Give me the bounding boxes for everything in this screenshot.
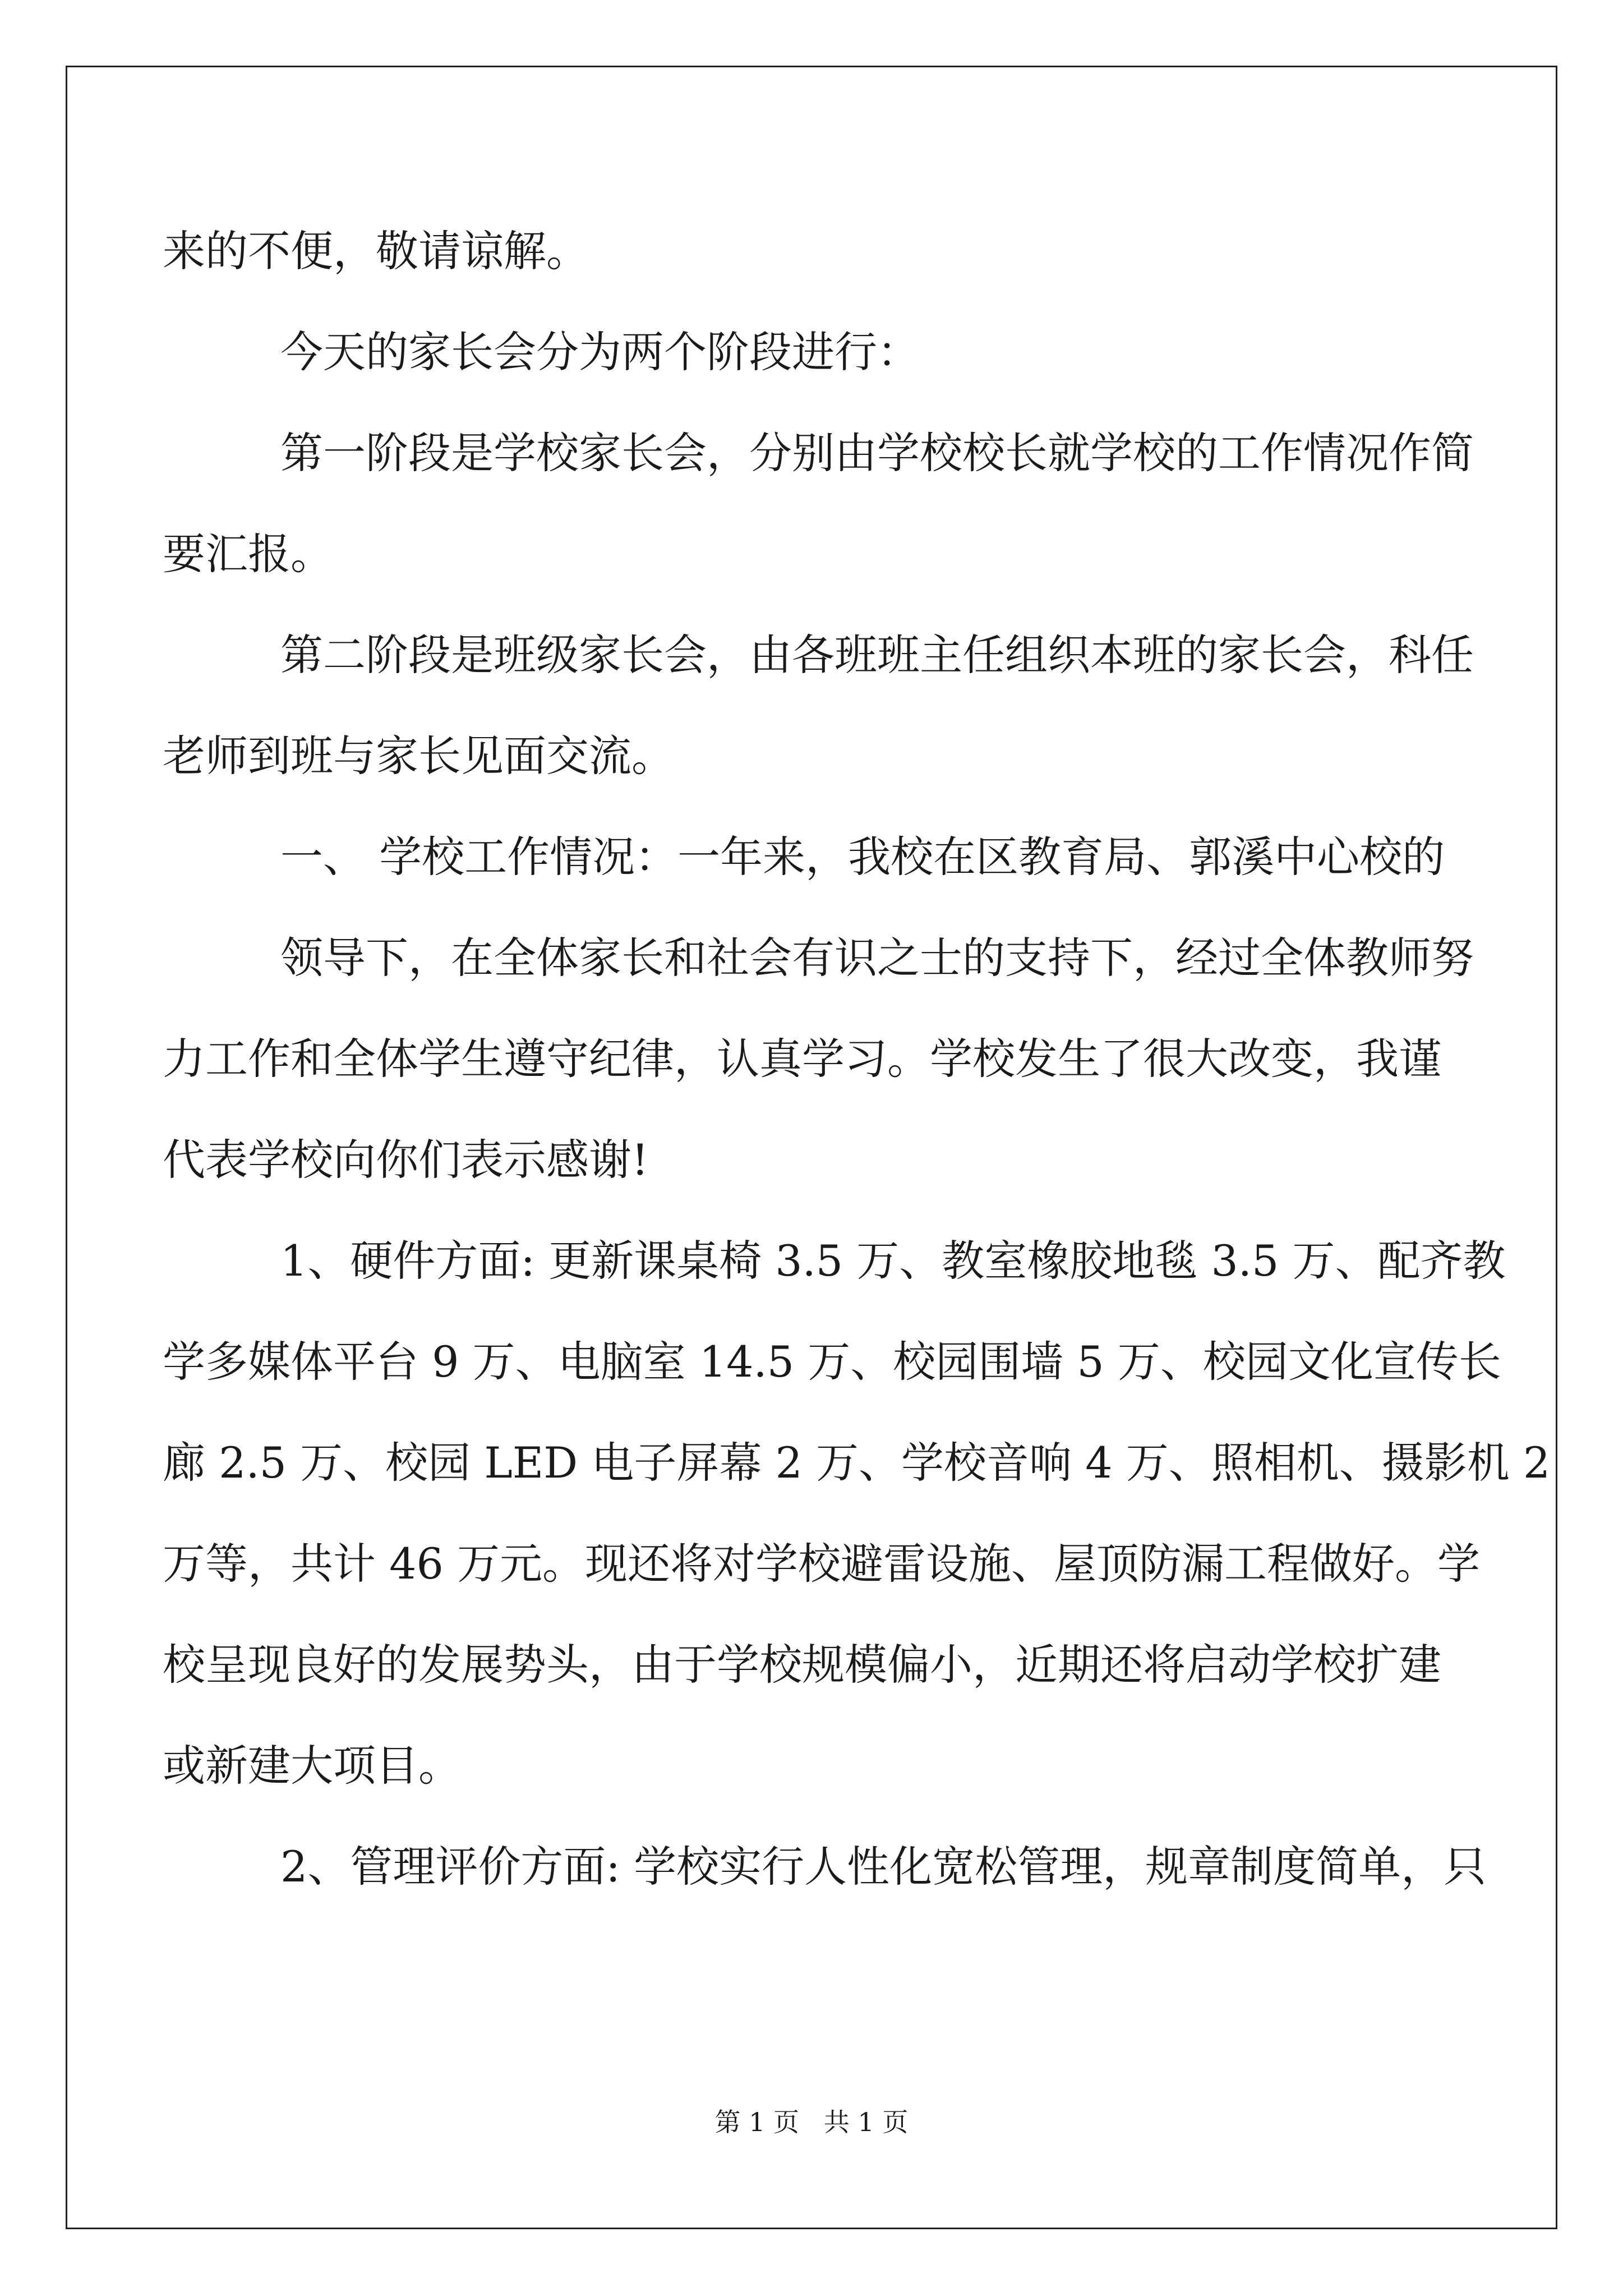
- text-line-14: 万等，共计 46 万元。现还将对学校避雷设施、屋顶防漏工程做好。学: [163, 1539, 1481, 1589]
- text-line-11: 1、硬件方面: 更新课桌椅 3.5 万、教室橡胶地毯 3.5 万、配齐教: [280, 1236, 1506, 1286]
- text-line-17: 2、管理评价方面: 学校实行人性化宽松管理，规章制度简单，只: [280, 1842, 1487, 1892]
- text-line-10: 代表学校向你们表示感谢!: [163, 1135, 649, 1185]
- text-line-8: 领导下，在全体家长和社会有识之士的支持下，经过全体教师努: [280, 933, 1474, 983]
- text-line-15: 校呈现良好的发展势头，由于学校规模偏小，近期还将启动学校扩建: [163, 1640, 1441, 1690]
- text-line-4: 要汇报。: [163, 529, 333, 579]
- text-line-6: 老师到班与家长见面交流。: [163, 731, 674, 781]
- text-line-3: 第一阶段是学校家长会，分别由学校校长就学校的工作情况作简: [280, 428, 1474, 478]
- text-line-9: 力工作和全体学生遵守纪律，认真学习。学校发生了很大改变，我谨: [163, 1034, 1441, 1084]
- text-line-13: 廊 2.5 万、校园 LED 电子屏幕 2 万、学校音响 4 万、照相机、摄影机 2: [163, 1438, 1551, 1488]
- text-line-2: 今天的家长会分为两个阶段进行：: [280, 327, 920, 377]
- page-footer: [0, 2109, 1623, 2135]
- text-line-12: 学多媒体平台 9 万、电脑室 14.5 万、校园围墙 5 万、校园文化宣传长: [163, 1337, 1501, 1387]
- text-line-5: 第二阶段是班级家长会，由各班班主任组织本班的家长会，科任: [280, 630, 1474, 680]
- text-line-1: 来的不便，敬请谅解。: [163, 226, 589, 276]
- text-line-16: 或新建大项目。: [163, 1741, 461, 1791]
- page-number: 第 1 页 共 1 页: [714, 2107, 909, 2137]
- text-line-7: 一、 学校工作情况：一年来，我校在区教育局、郭溪中心校的: [280, 832, 1445, 882]
